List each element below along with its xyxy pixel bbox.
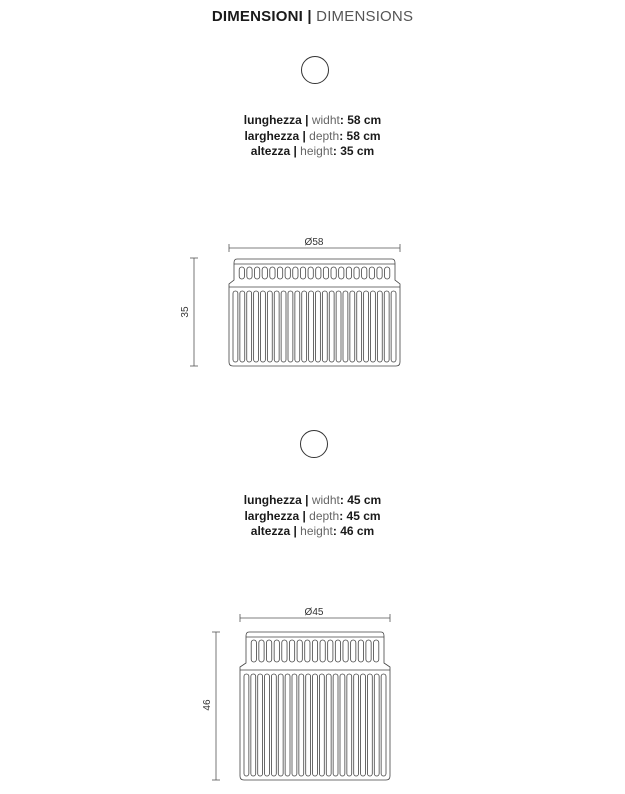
title-english: DIMENSIONS: [316, 8, 414, 25]
body-rib: [295, 291, 300, 362]
body-rib: [336, 291, 341, 362]
band-slot: [343, 640, 348, 662]
band-slot: [277, 267, 282, 279]
band-slot: [374, 640, 379, 662]
body-rib: [319, 674, 324, 776]
band-slot: [255, 267, 260, 279]
object-elevation-1: [229, 259, 400, 366]
spec-row-height-1: altezza | height: 35 cm: [250, 144, 375, 158]
band-slot: [274, 640, 279, 662]
body-rib: [374, 674, 379, 776]
band-slot: [247, 267, 252, 279]
body-rib: [391, 291, 396, 362]
band-slot: [369, 267, 374, 279]
body-rib: [361, 674, 366, 776]
spec-row-height-2: altezza | height: 46 cm: [250, 524, 375, 538]
body-rib: [322, 291, 327, 362]
body-rib: [316, 291, 321, 362]
band-slot: [354, 267, 359, 279]
band-slot: [323, 267, 328, 279]
title-separator: |: [307, 8, 312, 25]
body-rib: [357, 291, 362, 362]
body-rib: [384, 291, 389, 362]
band-slot: [335, 640, 340, 662]
body-rib: [292, 674, 297, 776]
spec-row-width-2: larghezza | depth: 45 cm: [244, 508, 381, 523]
body-rib: [261, 291, 266, 362]
band-slot: [351, 640, 356, 662]
body-rib: [281, 291, 286, 362]
band-slot: [293, 267, 298, 279]
body-rib: [364, 291, 369, 362]
body-rib: [285, 674, 290, 776]
band-slot: [262, 267, 267, 279]
band-slot: [346, 267, 351, 279]
body-rib: [302, 291, 307, 362]
body-rib: [299, 674, 304, 776]
band-slot: [282, 640, 287, 662]
band-slot: [251, 640, 256, 662]
band-slot: [266, 640, 271, 662]
body-rib: [254, 291, 259, 362]
body-rib: [233, 291, 238, 362]
band-slot: [285, 267, 290, 279]
body-rib: [247, 291, 252, 362]
object-elevation-2: [240, 632, 390, 780]
band-slot: [270, 267, 275, 279]
body-rib: [313, 674, 318, 776]
band-slot: [316, 267, 321, 279]
band-slot: [259, 640, 264, 662]
body-rib: [251, 674, 256, 776]
band-slot: [308, 267, 313, 279]
height-label-2: 46: [202, 699, 213, 711]
body-rib: [333, 674, 338, 776]
body-rib: [371, 291, 376, 362]
band-slot: [300, 267, 305, 279]
body-rib: [343, 291, 348, 362]
title-italian: DIMENSIONI: [211, 8, 303, 25]
body-rib: [367, 674, 372, 776]
diameter-label-2: Ø45: [304, 607, 324, 618]
band-slot: [377, 267, 382, 279]
spec-row-length-2: lunghezza | widht: 45 cm: [243, 493, 382, 507]
dimension-lines-2: [212, 614, 390, 780]
body-rib: [244, 674, 249, 776]
body-rib: [381, 674, 386, 776]
band-slot: [331, 267, 336, 279]
spec-row-length-1: lunghezza | widht: 58 cm: [243, 113, 382, 127]
band-slot: [362, 267, 367, 279]
body-rib: [326, 674, 331, 776]
body-rib: [240, 291, 245, 362]
band-slot: [239, 267, 244, 279]
band-slot: [297, 640, 302, 662]
body-rib: [271, 674, 276, 776]
band-slot: [339, 267, 344, 279]
band-slot: [305, 640, 310, 662]
height-label-1: 35: [180, 306, 191, 318]
band-slot: [366, 640, 371, 662]
body-rib: [377, 291, 382, 362]
body-rib: [288, 291, 293, 362]
body-rib: [274, 291, 279, 362]
body-rib: [258, 674, 263, 776]
body-rib: [265, 674, 270, 776]
spec-row-width-1: larghezza | depth: 58 cm: [244, 128, 381, 143]
body-rib: [267, 291, 272, 362]
band-slot: [312, 640, 317, 662]
band-slot: [320, 640, 325, 662]
body-rib: [309, 291, 314, 362]
band-slot: [289, 640, 294, 662]
body-rib: [347, 674, 352, 776]
body-rib: [278, 674, 283, 776]
band-slot: [328, 640, 333, 662]
body-rib: [340, 674, 345, 776]
body-rib: [350, 291, 355, 362]
band-slot: [358, 640, 363, 662]
body-rib: [329, 291, 334, 362]
diameter-label-1: Ø58: [304, 237, 324, 248]
body-rib: [354, 674, 359, 776]
band-slot: [385, 267, 390, 279]
body-rib: [306, 674, 311, 776]
